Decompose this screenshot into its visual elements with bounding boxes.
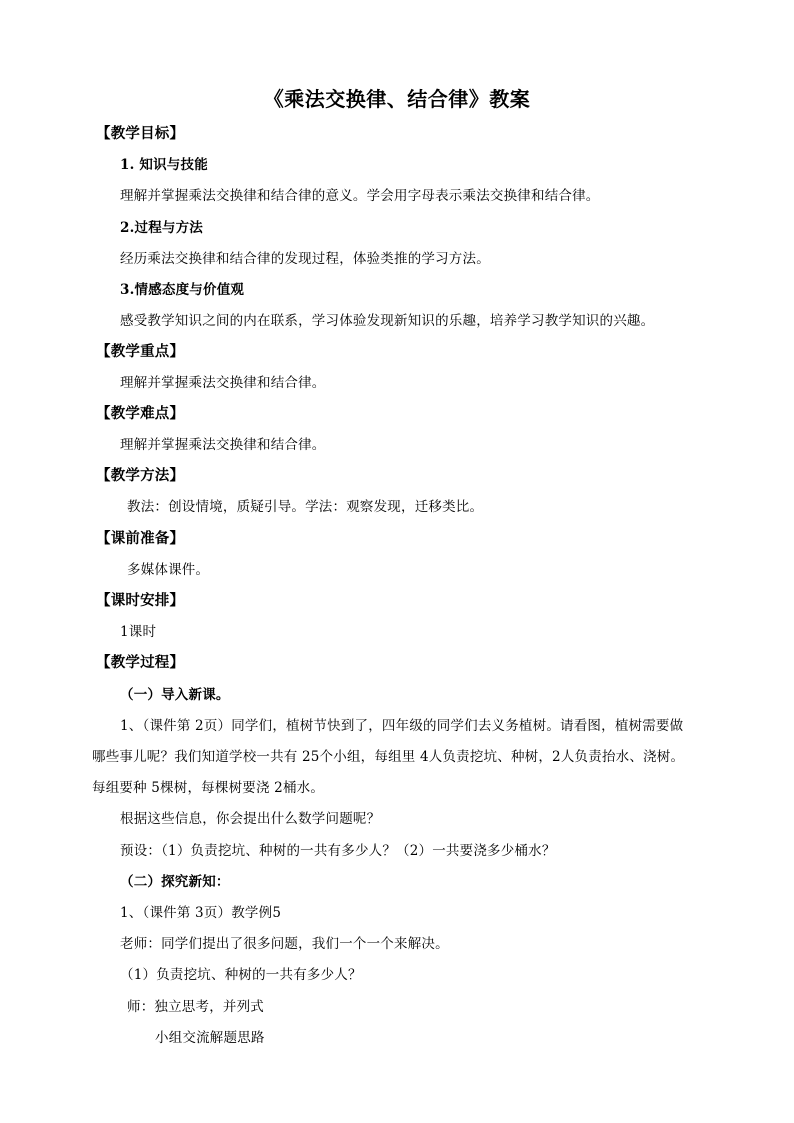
process-part2-line-3: （1）负责挖坑、种树的一共有多少人？	[120, 967, 362, 983]
goal-text-3: 感受教学知识之间的内在联系，学习体验发现新知识的乐趣，培养学习教学知识的兴趣。	[120, 313, 655, 329]
difficulties-text: 理解并掌握乘法交换律和结合律。	[120, 437, 326, 453]
process-part2-line-4: 师：独立思考，并列式	[127, 999, 264, 1015]
section-heading-difficulties: 【教学难点】	[96, 405, 185, 422]
section-heading-key-points: 【教学重点】	[96, 343, 185, 360]
section-heading-preparation: 【课前准备】	[96, 530, 185, 547]
process-part1-preset: 预设：（1）负责挖坑、种树的一共有多少人？（2）一共要浇多少桶水？	[120, 843, 556, 859]
process-part1-question: 根据这些信息，你会提出什么数学问题呢？	[120, 811, 381, 827]
process-part2-line-5: 小组交流解题思路	[155, 1030, 265, 1046]
section-heading-schedule: 【课时安排】	[96, 592, 185, 609]
goal-text-1: 理解并掌握乘法交换律和结合律的意义。学会用字母表示乘法交换律和结合律。	[120, 188, 600, 204]
preparation-text: 多媒体课件。	[127, 562, 210, 578]
methods-text: 教法：创设情境，质疑引导。学法：观察发现，迁移类比。	[127, 499, 484, 515]
goal-text-2: 经历乘法交换律和结合律的发现过程，体验类推的学习方法。	[120, 251, 490, 267]
section-heading-goals: 【教学目标】	[96, 125, 185, 142]
schedule-text: 1课时	[120, 624, 157, 640]
process-part2-line-1: 1、（课件第 3页）教学例5	[120, 905, 282, 921]
document-title: 《乘法交换律、结合律》教案	[263, 87, 531, 111]
goal-label-1: 1. 知识与技能	[120, 157, 208, 173]
process-part1-line-2: 哪些事儿呢？我们知道学校一共有 25个小组，每组里 4人负责挖坑、种树，2人负责抬水、浇树。	[92, 749, 685, 765]
section-heading-process: 【教学过程】	[96, 654, 185, 671]
key-points-text: 理解并掌握乘法交换律和结合律。	[120, 375, 326, 391]
section-heading-methods: 【教学方法】	[96, 467, 185, 484]
goal-label-2: 2.过程与方法	[120, 220, 203, 236]
process-part1-line-3: 每组要种 5棵树，每棵树要浇 2桶水。	[92, 780, 325, 796]
process-part2-line-2: 老师：同学们提出了很多问题，我们一个一个来解决。	[120, 936, 449, 952]
process-part1-label: （一）导入新课。	[120, 687, 230, 703]
process-part1-line-1: 1、（课件第 2页）同学们，植树节快到了，四年级的同学们去义务植树。请看图，植树需要做	[120, 718, 684, 734]
process-part2-label: （二）探究新知：	[120, 874, 230, 890]
goal-label-3: 3.情感态度与价值观	[120, 282, 245, 298]
